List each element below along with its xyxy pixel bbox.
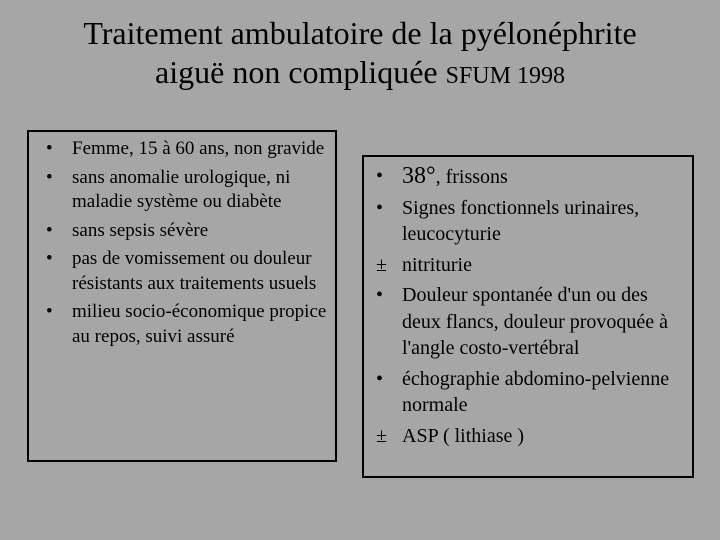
bullet-glyph: • xyxy=(376,367,384,390)
list-item-text: Douleur spontanée d'un ou des deux flancs, douleur provoquée à l'angle costo-vertébral xyxy=(402,284,669,359)
temperature-value: 38° xyxy=(402,163,436,189)
list-item-text: Femme, 15 à 60 ans, non gravide xyxy=(72,138,325,159)
list-item xyxy=(29,137,335,162)
bullet-glyph: • xyxy=(376,196,384,219)
list-item xyxy=(364,195,692,248)
list-item xyxy=(29,300,335,349)
list-item xyxy=(29,219,335,244)
title-source: SFUM 1998 xyxy=(445,63,565,89)
plus-minus-glyph: ± xyxy=(376,253,387,276)
title-line-2 xyxy=(0,53,720,96)
list-item-text: sans sepsis sévère xyxy=(72,219,209,241)
plus-minus-glyph: ± xyxy=(376,424,387,447)
criteria-box-right xyxy=(362,155,694,478)
list-item xyxy=(364,163,692,191)
list-item-text: ASP ( lithiase ) xyxy=(402,424,525,447)
list-item-text: , frissons xyxy=(435,166,508,188)
bullet-glyph: • xyxy=(46,248,53,269)
title-line-1: Traitement ambulatoire de la pyélonéphrite xyxy=(83,15,637,51)
list-item-text: pas de vomissement ou douleur résistants aux traitements usuels xyxy=(72,248,317,294)
bullet-glyph: • xyxy=(46,166,53,188)
list-item xyxy=(364,366,692,419)
list-item xyxy=(364,252,692,279)
bullet-glyph: • xyxy=(46,138,53,159)
list-item xyxy=(29,247,335,296)
list-item xyxy=(364,282,692,362)
bullet-glyph: • xyxy=(376,165,384,187)
bullet-glyph: • xyxy=(376,284,384,306)
list-item-text: Signes fonctionnels urinaires, leucocyturie xyxy=(402,196,640,245)
slide-title xyxy=(0,14,720,96)
bullet-glyph: • xyxy=(46,301,53,322)
list-item-text: milieu socio-économique propice au repos, suivi assuré xyxy=(72,301,327,347)
title-line-2-text: aiguë non compliquée xyxy=(155,54,438,90)
bullet-glyph: • xyxy=(46,219,53,241)
list-item xyxy=(29,166,335,215)
criteria-box-left xyxy=(27,130,337,462)
list-item-text: sans anomalie urologique, ni maladie système ou diabète xyxy=(72,166,291,212)
list-item-text: échographie abdomino-pelvienne normale xyxy=(402,367,670,416)
list-item xyxy=(364,423,692,450)
list-item-text: nitriturie xyxy=(402,253,472,276)
